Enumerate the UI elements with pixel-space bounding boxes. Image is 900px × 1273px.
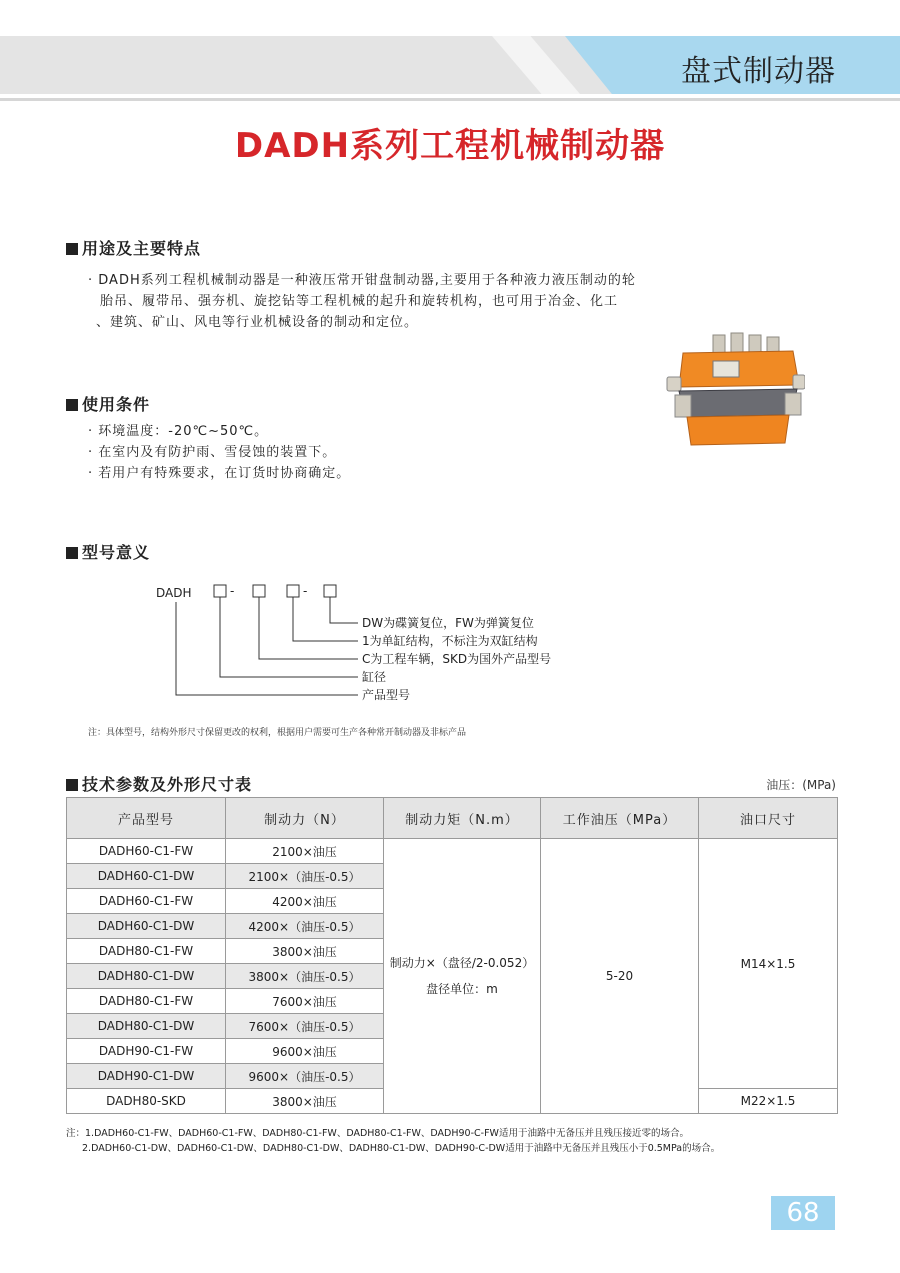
spec-table [66, 797, 838, 1114]
model-code-diagram [140, 578, 600, 703]
model-label: 产品型号 [362, 688, 411, 702]
section-heading-model: 型号意义 [66, 540, 150, 563]
code-dash: - [230, 584, 235, 598]
footnote: 注：1.DADH60-C1-FW、DADH60-C1-FW、DADH80-C1-FW、DADH80-C1-FW、DADH90-C-FW适用于油路中无备压并且残压接近零的场合。 [66, 1128, 689, 1139]
force-cell: 7600×油压 [226, 989, 384, 1014]
footnotes [66, 1126, 720, 1156]
model-cell: DADH60-C1-FW [67, 889, 226, 914]
condition-item: · 在室内及有防护雨、雪侵蚀的装置下。 [88, 445, 337, 460]
column-header: 油口尺寸 [699, 798, 838, 839]
table-row [67, 839, 838, 864]
condition-item: · 环境温度：-20℃~50℃。 [88, 424, 269, 439]
condition-item: · 若用户有特殊要求，在订货时协商确定。 [88, 466, 351, 481]
header-divider [0, 98, 900, 101]
model-cell: DADH80-SKD [67, 1089, 226, 1114]
force-cell: 2100×（油压-0.5） [226, 864, 384, 889]
usage-line: 、建筑、矿山、风电等行业机械设备的制动和定位。 [96, 315, 419, 330]
section-heading-conditions: 使用条件 [66, 392, 150, 415]
model-prefix: DADH [156, 586, 192, 600]
code-box [324, 585, 336, 597]
pressure-unit: 油压：(MPa) [766, 778, 836, 792]
model-cell: DADH80-C1-DW [67, 1014, 226, 1039]
force-cell: 4200×（油压-0.5） [226, 914, 384, 939]
column-header: 产品型号 [67, 798, 226, 839]
force-cell: 3800×油压 [226, 1089, 384, 1114]
model-label: DW为碟簧复位，FW为弹簧复位 [362, 616, 534, 630]
torque-unit-note: 盘径单位：m [426, 982, 498, 996]
force-cell: 2100×油压 [226, 839, 384, 864]
port-cell: M14×1.5 [699, 839, 838, 1089]
section-heading-usage: 用途及主要特点 [66, 236, 201, 259]
page-title: DADH系列工程机械制动器 [234, 126, 666, 166]
force-cell: 9600×（油压-0.5） [226, 1064, 384, 1089]
column-header: 制动力矩（N.m） [384, 798, 541, 839]
column-header: 制动力（N） [226, 798, 384, 839]
force-cell: 7600×（油压-0.5） [226, 1014, 384, 1039]
usage-line: 胎吊、履带吊、强夯机、旋挖钻等工程机械的起升和旋转机构，也可用于冶金、化工 [100, 294, 619, 309]
table-header-row [67, 798, 838, 839]
section-heading-table: 技术参数及外形尺寸表 [66, 772, 252, 795]
force-cell: 3800×（油压-0.5） [226, 964, 384, 989]
model-cell: DADH90-C1-FW [67, 1039, 226, 1064]
code-dash: - [303, 584, 308, 598]
model-cell: DADH90-C1-DW [67, 1064, 226, 1089]
code-box [214, 585, 226, 597]
code-box [287, 585, 299, 597]
footnote: 2.DADH60-C1-DW、DADH60-C1-DW、DADH80-C1-DW、DADH80-C1-DW、DADH90-C-DW适用于油路中无备压并且残压小于0.5MPa的场合。 [82, 1143, 721, 1154]
model-cell: DADH80-C1-FW [67, 939, 226, 964]
port-cell-skd: M22×1.5 [699, 1089, 838, 1114]
force-cell: 9600×油压 [226, 1039, 384, 1064]
code-box [253, 585, 265, 597]
usage-paragraph [88, 270, 668, 333]
page-number: 68 [771, 1196, 835, 1230]
usage-line: · DADH系列工程机械制动器是一种液压常开钳盘制动器,主要用于各种液力液压制动的轮 [88, 273, 636, 288]
model-cell: DADH80-C1-DW [67, 964, 226, 989]
column-header: 工作油压（MPa） [541, 798, 699, 839]
product-photo [665, 325, 805, 450]
model-cell: DADH80-C1-FW [67, 989, 226, 1014]
conditions-list [88, 421, 350, 484]
model-label: 缸径 [362, 670, 387, 684]
model-label: 1为单缸结构，不标注为双缸结构 [362, 634, 538, 648]
model-cell: DADH60-C1-DW [67, 864, 226, 889]
torque-formula: 制动力×（盘径/2-0.052） [389, 956, 535, 970]
force-cell: 4200×油压 [226, 889, 384, 914]
header-category: 盘式制动器 [681, 54, 836, 89]
force-cell: 3800×油压 [226, 939, 384, 964]
model-note: 注：具体型号，结构外形尺寸保留更改的权利，根据用户需要可生产各种常开制动器及非标产品 [88, 728, 467, 738]
torque-cell [384, 839, 541, 1114]
model-cell: DADH60-C1-FW [67, 839, 226, 864]
model-label: C为工程车辆，SKD为国外产品型号 [362, 652, 552, 666]
pressure-cell: 5-20 [541, 839, 699, 1114]
model-cell: DADH60-C1-DW [67, 914, 226, 939]
